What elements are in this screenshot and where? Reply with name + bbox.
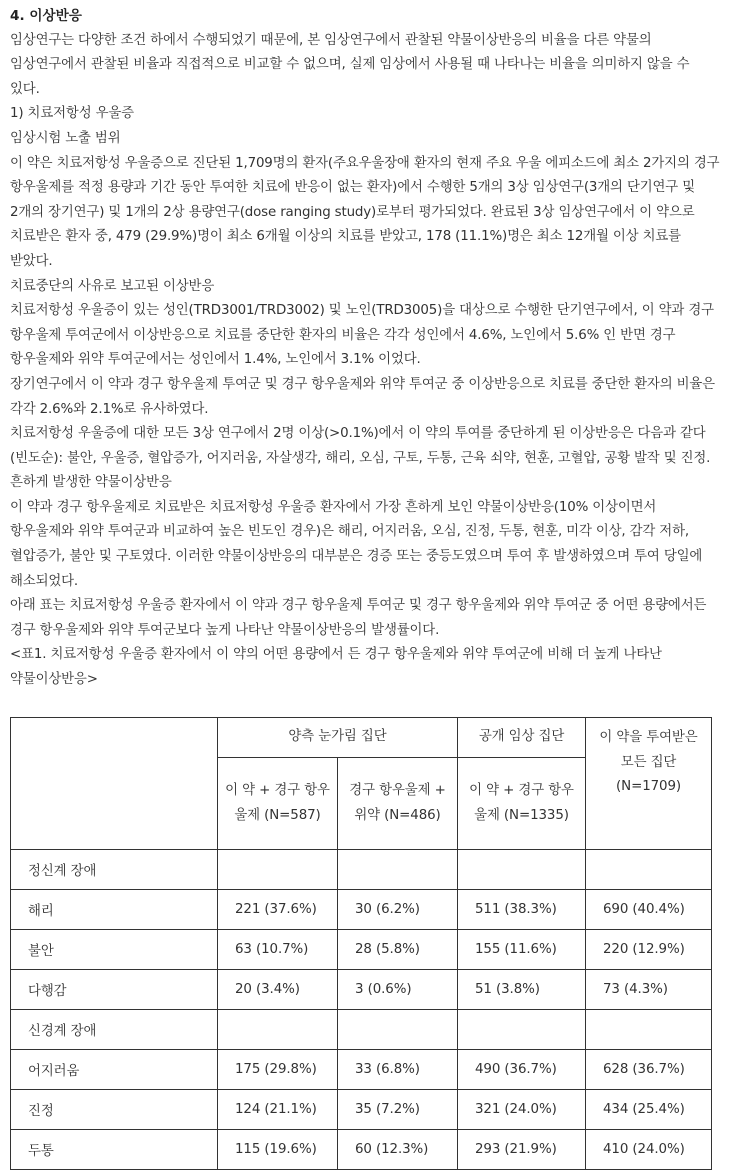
intro-paragraph: 임상연구는 다양한 조건 하에서 수행되었기 때문에, 본 임상연구에서 관찰된 약물이상반응의 비율을 다른 약물의 임상연구에서 관찰된 비율과 직접적으로 비교할 수 없으며, 실제 임상에서 사용될 때 나타나는 비율을 의미하지 않을 수 있다. <box>10 32 690 97</box>
cell-db-drug <box>218 1010 338 1050</box>
cell-db-placebo: 3 (0.6%) <box>338 970 458 1010</box>
row-label: 다행감 <box>11 970 218 1010</box>
header-db-drug: 이 약 + 경구 항우울제 (N=587) <box>218 758 338 850</box>
row-label: 두통 <box>11 1130 218 1170</box>
common-reactions-heading: 흔하게 발생한 약물이상반응 <box>10 475 172 491</box>
cell-all: 434 (25.4%) <box>586 1090 712 1130</box>
cell-all: 220 (12.9%) <box>586 930 712 970</box>
table-header-row <box>11 718 712 758</box>
subsection-title: 1) 치료저항성 우울증 <box>10 106 134 122</box>
header-empty-cell <box>11 718 218 850</box>
table-row <box>11 1050 712 1090</box>
table-caption: <표1. 치료저항성 우울증 환자에서 이 약의 어떤 용량에서 든 경구 항우울제와 위약 투여군에 비해 더 높게 나타난 약물이상반응> <box>10 647 662 688</box>
cell-db-drug <box>218 850 338 890</box>
section-title: 4. 이상반응 <box>10 8 82 24</box>
cell-all <box>586 850 712 890</box>
cell-db-placebo <box>338 850 458 890</box>
discontinuation-heading: 치료중단의 사유로 보고된 이상반응 <box>10 278 215 294</box>
row-label: 불안 <box>11 930 218 970</box>
cell-ol-drug: 293 (21.9%) <box>458 1130 586 1170</box>
cell-db-drug: 63 (10.7%) <box>218 930 338 970</box>
row-label: 해리 <box>11 890 218 930</box>
cell-db-placebo: 30 (6.2%) <box>338 890 458 930</box>
cell-all: 690 (40.4%) <box>586 890 712 930</box>
cell-db-placebo: 35 (7.2%) <box>338 1090 458 1130</box>
adverse-reactions-table <box>10 717 712 1170</box>
cell-db-drug: 221 (37.6%) <box>218 890 338 930</box>
cell-db-placebo: 28 (5.8%) <box>338 930 458 970</box>
header-open-label: 공개 임상 집단 <box>458 718 586 758</box>
row-label: 정신계 장애 <box>11 850 218 890</box>
cell-db-placebo: 60 (12.3%) <box>338 1130 458 1170</box>
table-row <box>11 1130 712 1170</box>
row-label: 진정 <box>11 1090 218 1130</box>
cell-db-placebo: 33 (6.8%) <box>338 1050 458 1090</box>
cell-ol-drug: 51 (3.8%) <box>458 970 586 1010</box>
exposure-paragraph: 이 약은 치료저항성 우울증으로 진단된 1,709명의 환자(주요우울장애 환자의 현재 주요 우울 에피소드에 최소 2가지의 경구 항우울제를 적정 용량과 기간 동안 투여한 치료에 반응이 없는 환자)에서 수행한 5개의 3상 임상연구(3개의 단기연구 및 2개의 장기연구) 및 1개의 2상 용량연구(dose ranging study)로부터 평가되었다. 완료된 3상 임상연구에서 이 약으로 치료받은 환자 중, 479 (29.9%)명이 최소 6개월 이상의 치료를 받았고, 178 (11.1%)명은 최소 12개월 이상 치료를 받았다. <box>10 155 720 269</box>
cell-db-placebo <box>338 1010 458 1050</box>
row-label: 신경계 장애 <box>11 1010 218 1050</box>
cell-db-drug: 175 (29.8%) <box>218 1050 338 1090</box>
cell-all: 410 (24.0%) <box>586 1130 712 1170</box>
discontinuation-list-paragraph: 치료저항성 우울증에 대한 모든 3상 연구에서 2명 이상(>0.1%)에서 이 약의 투여를 중단하게 된 이상반응은 다음과 같다(빈도순): 불안, 우울증, 혈압증가, 어지러움, 자살생각, 해리, 오심, 구토, 두통, 근육 쇠약, 현훈, 고혈압, 공황 발작 및 진정. <box>10 426 711 466</box>
exposure-heading: 임상시험 노출 범위 <box>10 130 121 146</box>
cell-ol-drug: 511 (38.3%) <box>458 890 586 930</box>
cell-all: 628 (36.7%) <box>586 1050 712 1090</box>
cell-all: 73 (4.3%) <box>586 970 712 1010</box>
table-intro-paragraph: 아래 표는 치료저항성 우울증 환자에서 이 약과 경구 항우울제 투여군 및 경구 항우울제와 위약 투여군 중 어떤 용량에서든 경구 항우울제와 위약 투여군보다 높게 나타난 약물이상반응의 발생률이다. <box>10 598 707 638</box>
long-term-paragraph: 장기연구에서 이 약과 경구 항우울제 투여군 및 경구 항우울제와 위약 투여군 중 이상반응으로 치료를 중단한 환자의 비율은 각각 2.6%와 2.1%로 유사하였다. <box>10 376 715 417</box>
table-row <box>11 970 712 1010</box>
table-row <box>11 1090 712 1130</box>
cell-ol-drug: 155 (11.6%) <box>458 930 586 970</box>
adverse-reactions-section <box>10 4 722 693</box>
cell-ol-drug <box>458 850 586 890</box>
cell-all <box>586 1010 712 1050</box>
header-ol-drug: 이 약 + 경구 항우울제 (N=1335) <box>458 758 586 850</box>
cell-db-drug: 124 (21.1%) <box>218 1090 338 1130</box>
table-row <box>11 930 712 970</box>
header-double-blind: 양측 눈가림 집단 <box>218 718 458 758</box>
cell-ol-drug <box>458 1010 586 1050</box>
header-db-placebo: 경구 항우울제 + 위약 (N=486) <box>338 758 458 850</box>
table-row <box>11 890 712 930</box>
cell-db-drug: 20 (3.4%) <box>218 970 338 1010</box>
table-row <box>11 850 712 890</box>
cell-ol-drug: 490 (36.7%) <box>458 1050 586 1090</box>
row-label: 어지러움 <box>11 1050 218 1090</box>
short-term-paragraph: 치료저항성 우울증이 있는 성인(TRD3001/TRD3002) 및 노인(TRD3005)을 대상으로 수행한 단기연구에서, 이 약과 경구 항우울제 투여군에서 이상반응으로 치료를 중단한 환자의 비율은 각각 성인에서 4.6%, 노인에서 5.6% 인 반면 경구 항우울제와 위약 투여군에서는 성인에서 1.4%, 노인에서 3.1% 이었다. <box>10 303 714 368</box>
header-all-patients: 이 약을 투여받은 모든 집단 (N=1709) <box>586 718 712 850</box>
table-row <box>11 1010 712 1050</box>
common-reactions-paragraph: 이 약과 경구 항우울제로 치료받은 치료저항성 우울증 환자에서 가장 흔하게 보인 약물이상반응(10% 이상이면서 항우울제와 위약 투여군과 비교하여 높은 빈도인 경우)은 해리, 어지러움, 오심, 진정, 두통, 현훈, 미각 이상, 감각 저하, 혈압증가, 불안 및 구토였다. 이러한 약물이상반응의 대부분은 경증 또는 중등도였으며 투여 후 발생하였으며 투여 당일에 해소되었다. <box>10 499 703 589</box>
cell-db-drug: 115 (19.6%) <box>218 1130 338 1170</box>
cell-ol-drug: 321 (24.0%) <box>458 1090 586 1130</box>
